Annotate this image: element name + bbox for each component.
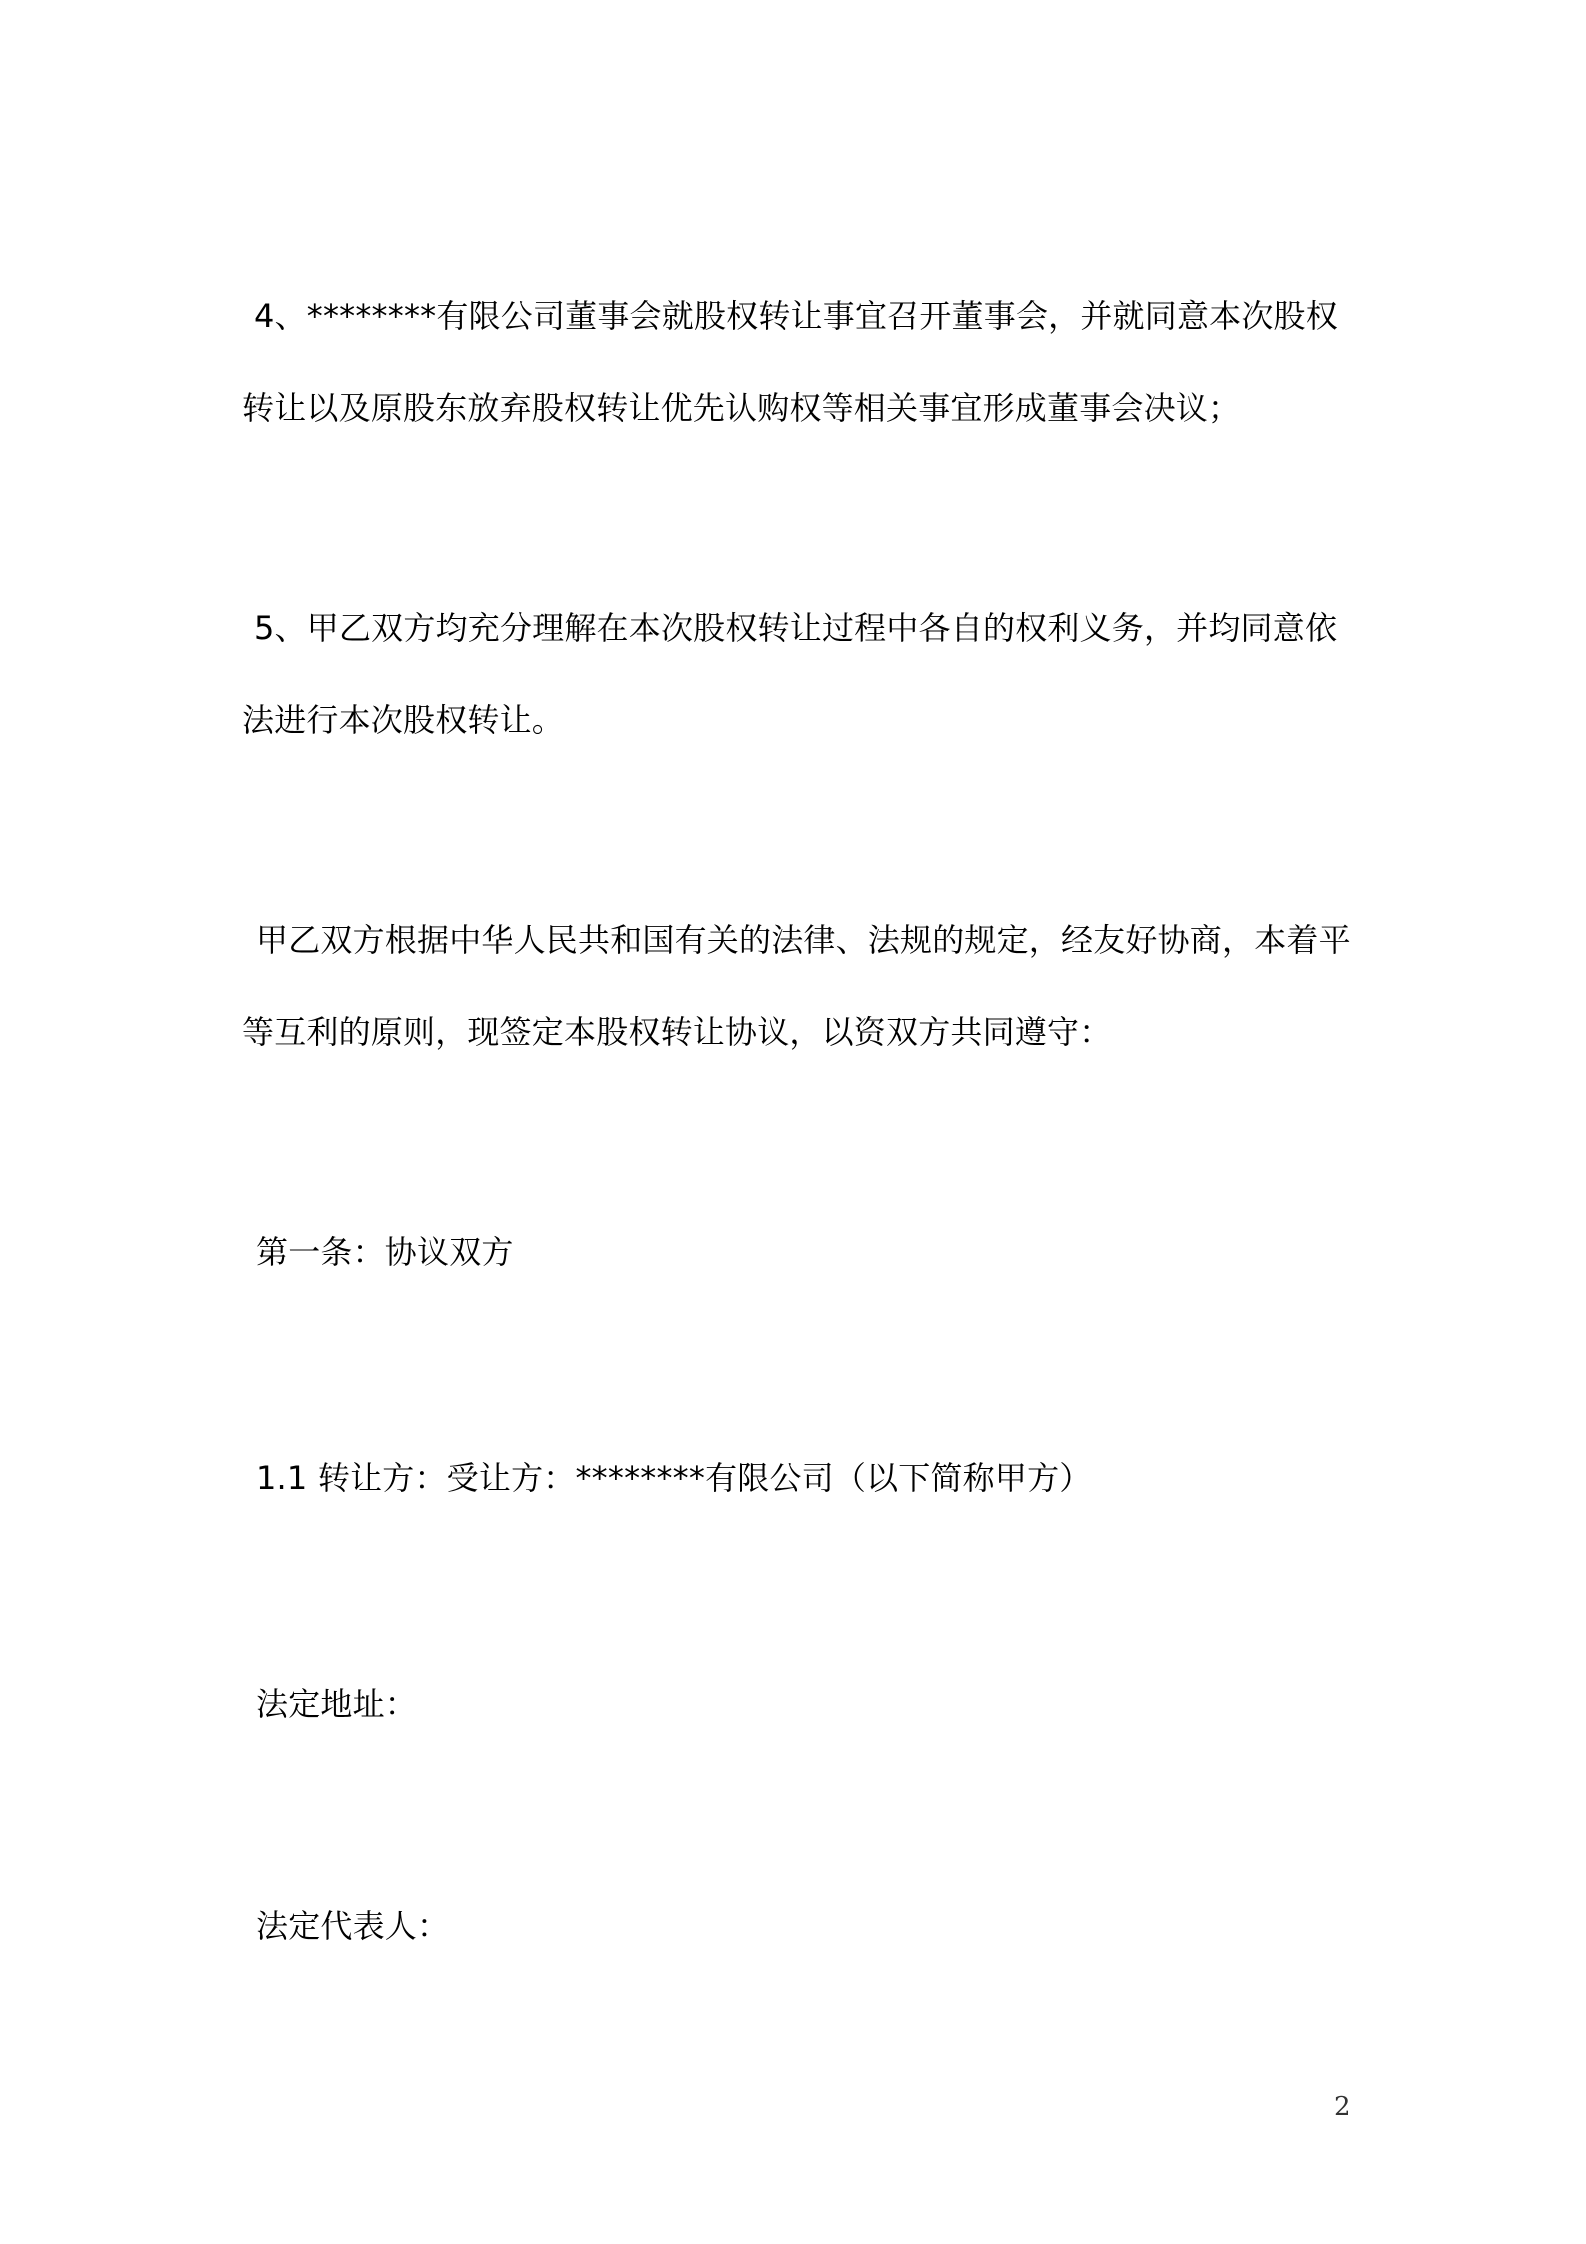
- page-number: 2: [1334, 2092, 1351, 2122]
- preamble-line-1: 甲乙双方根据中华人民共和国有关的法律、法规的规定，经友好协商，本着平: [256, 921, 1351, 959]
- legal-representative-label: 法定代表人：: [256, 1907, 450, 1945]
- preamble-line-2: 等互利的原则，现签定本股权转让协议，以资双方共同遵守：: [242, 1013, 1112, 1051]
- legal-address-label: 法定地址：: [256, 1685, 418, 1723]
- article-1-title: 第一条：协议双方: [256, 1233, 514, 1271]
- clause-1-1: 1.1 转让方：受让方：********有限公司（以下简称甲方）: [256, 1459, 1092, 1497]
- item-5-line-2: 法进行本次股权转让。: [242, 701, 565, 739]
- item-4-line-1: 4、********有限公司董事会就股权转让事宜召开董事会，并就同意本次股权: [254, 297, 1338, 335]
- item-5-line-1: 5、甲乙双方均充分理解在本次股权转让过程中各自的权利义务，并均同意依: [254, 609, 1338, 647]
- item-4-line-2: 转让以及原股东放弃股权转让优先认购权等相关事宜形成董事会决议；: [242, 389, 1241, 427]
